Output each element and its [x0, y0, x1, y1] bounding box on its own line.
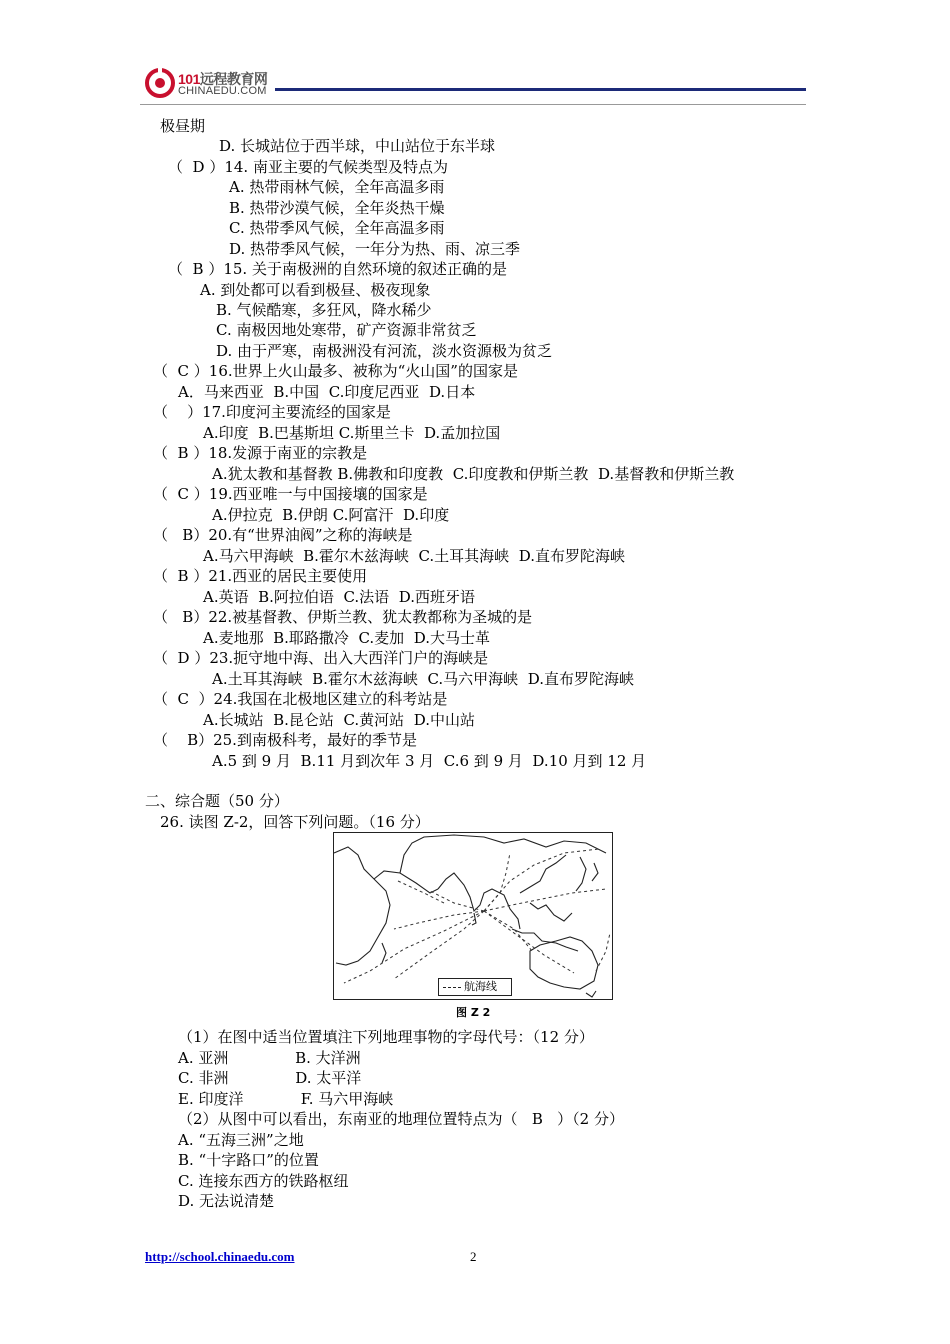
section-heading: 二、综合题（50 分） — [145, 792, 289, 810]
text-line: A.英语 B.阿拉伯语 C.法语 D.西班牙语 — [203, 588, 475, 606]
option-line: C. 非洲 D. 太平洋 — [178, 1069, 362, 1087]
text-line: （ B）20.有“世界油阀”之称的海峡是 — [153, 526, 413, 544]
map-caption: 图 Z 2 — [456, 1006, 491, 1019]
header-divider — [140, 104, 806, 105]
logo-domain: CHINAEDU.COM — [178, 85, 267, 97]
text-line: A.麦地那 B.耶路撒冷 C.麦加 D.大马士革 — [203, 629, 490, 647]
text-line: D. 长城站位于西半球，中山站位于东半球 — [219, 137, 496, 155]
text-line: A.犹太教和基督教 B.佛教和印度教 C.印度教和伊斯兰教 D.基督教和伊斯兰教 — [212, 465, 735, 483]
option-line: A. “五海三洲”之地 — [178, 1131, 304, 1149]
text-line: 极昼期 — [160, 117, 206, 135]
sub-question-2: （2）从图中可以看出，东南亚的地理位置特点为（ B ）（2 分） — [178, 1110, 624, 1128]
text-line: （ D ）23.扼守地中海、出入大西洋门户的海峡是 — [153, 649, 489, 667]
text-line: C. 热带季风气候，全年高温多雨 — [229, 219, 445, 237]
text-line: A. 到处都可以看到极昼、极夜现象 — [200, 281, 431, 299]
option-line: E. 印度洋 F. 马六甲海峡 — [178, 1090, 394, 1108]
map-figure — [333, 832, 613, 1000]
text-line: （ C ）24.我国在北极地区建立的科考站是 — [153, 690, 448, 708]
page-header — [140, 66, 806, 106]
text-line: A．马来西亚 B.中国 C.印度尼西亚 D.日本 — [178, 383, 476, 401]
header-rule — [275, 88, 806, 91]
text-line: （ ）17.印度河主要流经的国家是 — [153, 403, 391, 421]
logo-title: 101远程教育网 — [178, 71, 268, 87]
text-line: （ B）22.被基督教、伊斯兰教、犹太教都称为圣城的是 — [153, 608, 533, 626]
sub-question-1: （1）在图中适当位置填注下列地理事物的字母代号：（12 分） — [178, 1028, 594, 1046]
text-line: D. 热带季风气候，一年分为热、雨、凉三季 — [229, 240, 521, 258]
text-line: B. 气候酷寒，多狂风，降水稀少 — [216, 301, 432, 319]
text-line: （ D ）14. 南亚主要的气候类型及特点为 — [168, 158, 448, 176]
option-line: C. 连接东西方的铁路枢纽 — [178, 1172, 349, 1190]
dashed-line-icon — [443, 987, 461, 988]
text-line: A.5 到 9 月 B.11 月到次年 3 月 C.6 到 9 月 D.10 月到 12 月 — [212, 752, 647, 770]
text-line: A.伊拉克 B.伊朗 C.阿富汗 D.印度 — [212, 506, 450, 524]
text-line: （ B ）15. 关于南极洲的自然环境的叙述正确的是 — [168, 260, 507, 278]
indian-ocean-map — [334, 833, 612, 999]
text-line: （ B ）18.发源于南亚的宗教是 — [153, 444, 368, 462]
footer-url-link[interactable]: http://school.chinaedu.com — [145, 1249, 295, 1264]
question-26: 26. 读图 Z-2，回答下列问题。（16 分） — [160, 813, 430, 831]
page-number: 2 — [470, 1249, 477, 1264]
option-line: D. 无法说清楚 — [178, 1192, 275, 1210]
text-line: C. 南极因地处寒带，矿产资源非常贫乏 — [216, 321, 477, 339]
text-line: A.土耳其海峡 B.霍尔木兹海峡 C.马六甲海峡 D.直布罗陀海峡 — [212, 670, 634, 688]
text-line: D. 由于严寒，南极洲没有河流，淡水资源极为贫乏 — [216, 342, 553, 360]
option-line: A. 亚洲 B. 大洋洲 — [178, 1049, 361, 1067]
text-line: （ C ）16.世界上火山最多、被称为“火山国”的国家是 — [153, 362, 518, 380]
map-legend — [438, 978, 512, 996]
text-line: A. 热带雨林气候，全年高温多雨 — [229, 178, 445, 196]
option-line: B. “十字路口”的位置 — [178, 1151, 319, 1169]
legend-label: 航海线 — [464, 980, 497, 993]
text-line: A.印度 B.巴基斯坦 C.斯里兰卡 D.孟加拉国 — [203, 424, 501, 442]
chinaedu-logo-icon — [145, 68, 175, 98]
text-line: （ C ）19.西亚唯一与中国接壤的国家是 — [153, 485, 428, 503]
text-line: A.马六甲海峡 B.霍尔木兹海峡 C.土耳其海峡 D.直布罗陀海峡 — [203, 547, 625, 565]
text-line: B. 热带沙漠气候，全年炎热干燥 — [229, 199, 445, 217]
text-line: （ B ）21.西亚的居民主要使用 — [153, 567, 368, 585]
text-line: A.长城站 B.昆仑站 C.黄河站 D.中山站 — [203, 711, 475, 729]
text-line: （ B）25.到南极科考，最好的季节是 — [153, 731, 417, 749]
